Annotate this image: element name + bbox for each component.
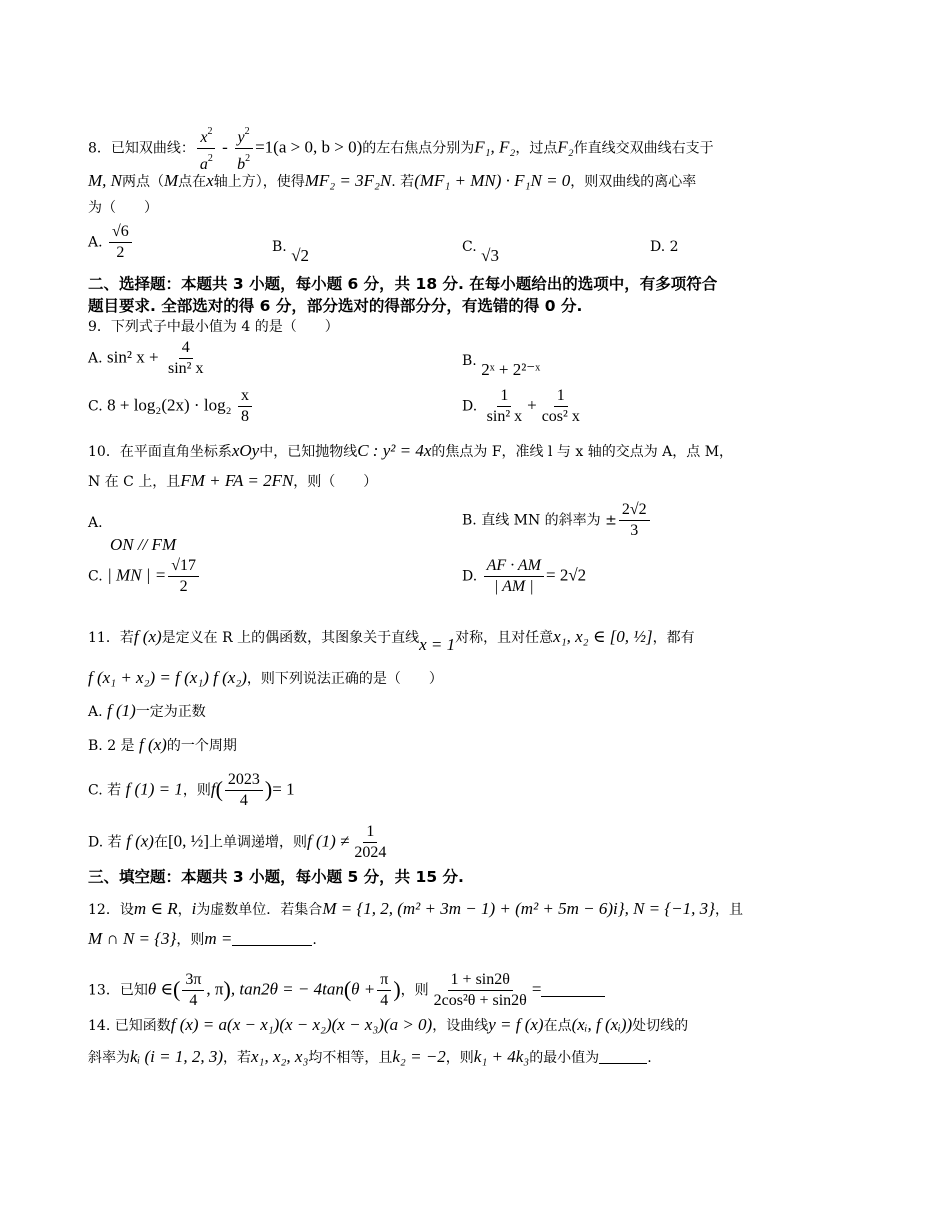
q14-end: . — [647, 1050, 652, 1066]
q9-option-a[interactable] — [88, 338, 208, 379]
q9-a-expr: sin² x + — [107, 347, 159, 367]
section2-heading-line1: 二、选择题：本题共 3 小题，每小题 6 分，共 18 分. 在每小题给出的选项中，有多项符合 — [88, 275, 718, 293]
q8-eq1: MF₂ = 3F₂N — [304, 171, 392, 190]
q8-a-frac: $\frac{√6}{2}$ — [109, 222, 132, 263]
q8-m: M — [164, 171, 179, 190]
q10-eq: FM + FA = 2FN — [180, 471, 294, 490]
q8-l2d: . 若 — [391, 174, 415, 190]
q10-d-rhs: = 2√2 — [546, 565, 587, 585]
q14-line1 — [88, 1014, 688, 1037]
q8-text: 的左右焦点分别为 — [362, 140, 475, 157]
plus-sign: + — [527, 395, 537, 415]
q12-l2b: ，则 — [176, 932, 205, 948]
q10-line2 — [88, 470, 377, 493]
q8-l2b: 点在 — [178, 174, 207, 190]
option-label: B. 2 是 — [88, 738, 135, 754]
q11-c-b: ，则 — [182, 782, 211, 799]
q8-c-val: √3 — [481, 246, 499, 265]
q14-l2b: ，若 — [223, 1050, 252, 1066]
q12-m-eq: m = — [204, 929, 233, 948]
q14-l1a: 14. 已知函数 — [88, 1018, 171, 1034]
q11-l1b: 是定义在 R 上的偶函数，其图象关于直线 — [161, 630, 420, 646]
q12-end: . — [312, 932, 317, 948]
q14-expr: k₁ + 4k₃ — [473, 1047, 530, 1066]
q8-option-c[interactable] — [462, 236, 499, 267]
q12-line1 — [88, 898, 743, 921]
q11-l1a: 11．若 — [88, 630, 134, 646]
q8-b-val: √2 — [291, 246, 310, 265]
q13-l1a: 13．已知 — [88, 982, 148, 999]
q8-x: x — [206, 171, 214, 190]
q13-theta2: θ + — [351, 979, 376, 999]
q10-option-c[interactable] — [88, 556, 201, 597]
q14-l1d: 处切线的 — [632, 1018, 689, 1034]
option-label: D. — [462, 398, 478, 415]
q8-condition: =1(a > 0, b > 0) — [255, 137, 363, 157]
q11-d-b: 在 — [153, 834, 168, 851]
option-label: A. — [88, 350, 103, 367]
q11-a-f: f (1) — [107, 701, 136, 720]
option-label: A. — [88, 515, 103, 531]
q11-l2b: ，则下列说法正确的是（ ） — [246, 671, 443, 687]
section2-heading-line2: 题目要求. 全部选对的得 6 分，部分选对的得部分分，有选错的得 0 分. — [88, 297, 583, 315]
option-label: A. — [88, 234, 103, 251]
q11-d-frac: $\frac{1}{2024}$ — [354, 823, 387, 861]
q14-xs: x₁, x₂, x₃ — [251, 1047, 309, 1066]
q10-c-frac: $\frac{√17}{2}$ — [168, 556, 199, 597]
q10-c-expr: | MN | = — [107, 565, 167, 585]
q8-l2c: 轴上方），使得 — [213, 174, 305, 190]
q11-line2 — [88, 667, 443, 690]
q10-l1a: 10．在平面直角坐标系 — [88, 444, 232, 460]
q12-sets: M = {1, 2, (m² + 3m − 1) + (m² + 5m − 6)i}, N = {−1, 3} — [322, 899, 715, 918]
q8-text2: ，过点 — [515, 140, 558, 157]
option-label: B. — [462, 353, 477, 369]
q9-c-expr: 8 + log₂(2x) · log₂ — [107, 395, 232, 415]
q10-l2b: ，则（ ） — [293, 474, 378, 490]
q11-c-rhs: = 1 — [272, 779, 295, 799]
q10-xoy: xOy — [231, 441, 260, 460]
q14-answer-blank[interactable] — [599, 1063, 647, 1064]
q10-l2a: N 在 C 上，且 — [88, 474, 181, 490]
q11-f: f (x) — [133, 627, 162, 646]
q9-option-c[interactable] — [88, 386, 254, 427]
q11-vars: x₁, x₂ ∈ [0, ½] — [553, 627, 653, 646]
q14-k2: k₂ = −2 — [392, 1047, 446, 1066]
section3-heading: 三、填空题：本题共 3 小题，每小题 5 分，共 15 分. — [88, 868, 464, 886]
q14-line2 — [88, 1046, 652, 1069]
q13-line1: 13．已知θ ∈( $\frac{3\pi}{4}$ , π), tan2θ = − 4tan(θ + $\frac{\pi}{4}$ )，则 $\frac{1 + \sin 2\theta}{\text{2cos²θ + sin2θ}}$ = — [88, 970, 605, 1011]
q11-option-c[interactable]: C. 若 f (1) = 1，则f( $\frac{2023}{4}$ )= 1 — [88, 771, 295, 809]
q11-l1c: 对称，且对任意 — [455, 630, 554, 646]
q12-l1b: ， — [177, 902, 192, 918]
option-label: C. — [88, 398, 103, 415]
q8-x-frac: $\frac{x^2}{a^2}$ — [197, 122, 216, 175]
q11-option-d[interactable] — [88, 822, 391, 863]
q13-frac1: $\frac{3\pi}{4}$ — [182, 970, 204, 1011]
q12-i: i — [191, 899, 197, 918]
q10-d-frac: $\frac{AF \cdot AM}{| AM |}$ — [484, 556, 544, 597]
q10-line1 — [88, 440, 733, 463]
q11-d-c: 上单调递增，则 — [209, 834, 308, 851]
q11-b-text: 的一个周期 — [166, 738, 237, 754]
q11-c-f: f (1) = 1 — [125, 779, 183, 799]
q13-answer-blank[interactable] — [541, 996, 605, 997]
q10-option-a[interactable] — [88, 512, 176, 557]
q11-option-a[interactable] — [88, 700, 206, 723]
q9-option-b[interactable] — [462, 350, 540, 381]
q12-l1d: ，且 — [714, 902, 743, 918]
q12-answer-blank[interactable] — [232, 945, 312, 946]
q9-d-frac1: $\frac{1}{\text{sin² x}}$ — [486, 387, 523, 425]
q8-eq2: (MF₁ + MN) · F₁N = 0 — [414, 171, 571, 190]
q14-l2a: 斜率为 — [88, 1050, 130, 1066]
option-label: D. — [462, 568, 478, 585]
option-label: C. 若 — [88, 782, 122, 799]
q13-frac2: $\frac{\pi}{4}$ — [377, 970, 391, 1011]
q9-c-frac: $\frac{x}{8}$ — [238, 386, 252, 427]
q11-a-text: 一定为正数 — [135, 704, 206, 720]
q11-eq: f (x₁ + x₂) = f (x₁) f (x₂) — [88, 668, 247, 687]
option-label: C. — [88, 568, 103, 585]
q8-option-b[interactable] — [272, 236, 309, 267]
q12-m: m ∈ R — [133, 899, 178, 918]
q9-b-expr: 2ˣ + 2²⁻ˣ — [481, 360, 541, 379]
q9-stem: 9．下列式子中最小值为 4 的是（ ） — [88, 319, 339, 335]
q13-theta: θ ∈ — [147, 979, 174, 999]
q10-b-frac: $\frac{2√2}{3}$ — [619, 500, 650, 541]
option-label: B. 直线 MN 的斜率为 ± — [462, 512, 617, 529]
q9-option-d[interactable] — [462, 386, 585, 427]
q13-frac3: $\frac{1 + \sin 2\theta}{\text{2cos²θ + sin2θ}}$ — [433, 971, 527, 1009]
q8-line2 — [88, 170, 696, 193]
q11-line1 — [88, 626, 695, 656]
q14-l2d: ，则 — [445, 1050, 474, 1066]
q11-d-interval: [0, ½] — [167, 831, 210, 851]
q8-mn: M, N — [88, 171, 122, 190]
q11-x1: x = 1 — [419, 635, 456, 654]
option-label: B. — [272, 239, 287, 255]
q10-a-expr: ON // FM — [110, 535, 177, 554]
option-label: C. — [462, 239, 477, 255]
q12-l1c: 为虚数单位．若集合 — [196, 902, 323, 918]
q14-curve: y = f (x) — [488, 1015, 544, 1034]
q13-eq: , tan2θ = − 4tan — [230, 979, 344, 999]
q8-stem-start: 8．已知双曲线： — [88, 140, 195, 157]
q11-c-frac: $\frac{2023}{4}$ — [225, 770, 263, 811]
q11-l1d: ，都有 — [652, 630, 695, 646]
q9-a-frac: $\frac{4}{\text{sin² x}}$ — [168, 339, 204, 377]
q11-d-f: f (x) — [126, 831, 154, 851]
q13-equals: = — [531, 979, 542, 999]
q14-k: kᵢ (i = 1, 2, 3) — [130, 1047, 224, 1066]
q14-function: f (x) = a(x − x₁)(x − x₂)(x − x₃)(a > 0) — [170, 1015, 433, 1034]
q8-y-frac: $\frac{y^2}{b^2}$ — [234, 122, 253, 175]
q13-l1b: ，则 — [400, 982, 429, 999]
q11-c-f2: f — [210, 779, 216, 799]
q8-f2: F₂ — [557, 137, 574, 157]
q13-pi: , π — [206, 979, 224, 999]
q14-l2e: 的最小值为 — [529, 1050, 600, 1066]
q8-foci: F₁, F₂ — [474, 137, 516, 157]
q10-option-d[interactable] — [462, 556, 586, 597]
q10-l1d: 的焦点为 F，准线 l 与 x 轴的交点为 A，点 M， — [431, 444, 734, 460]
q8-option-d[interactable]: D. 2 — [650, 239, 679, 255]
q10-option-b[interactable] — [462, 500, 652, 541]
q12-eq: M ∩ N = {3} — [88, 929, 177, 948]
q8-line1: 8．已知双曲线： $\frac{x^2}{a^2}$ - $\frac{y^2}{b^2}$ =1(a > 0, b > 0)的左右焦点分别为F₁, F₂，过点F₂作直线交双曲线右支于 — [88, 122, 714, 175]
q10-parabola: C : y² = 4x — [357, 441, 432, 460]
q11-option-b[interactable] — [88, 734, 237, 757]
q14-l1b: ，设曲线 — [432, 1018, 489, 1034]
q11-b-f: f (x) — [139, 735, 167, 754]
q14-l1c: 在点 — [543, 1018, 572, 1034]
q8-option-a[interactable] — [88, 222, 134, 263]
q8-l2a: 两点（ — [122, 174, 164, 190]
q10-l1b: 中，已知抛物线 — [259, 444, 358, 460]
q8-l2e: ，则双曲线的离心率 — [570, 174, 697, 190]
q8-text3: 作直线交双曲线右支于 — [573, 140, 714, 157]
q12-l1a: 12．设 — [88, 902, 134, 918]
q14-point: (xᵢ, f (xᵢ)) — [571, 1015, 633, 1034]
q8-line3: 为（ ） — [88, 200, 158, 216]
q12-line2 — [88, 928, 317, 951]
q9-d-frac2: $\frac{1}{\text{cos² x}}$ — [541, 387, 580, 425]
q11-d-ne: f (1) ≠ — [307, 831, 350, 851]
option-label: D. 若 — [88, 834, 122, 851]
q14-l2c: 均不相等，且 — [308, 1050, 393, 1066]
option-label: A. — [88, 704, 103, 720]
